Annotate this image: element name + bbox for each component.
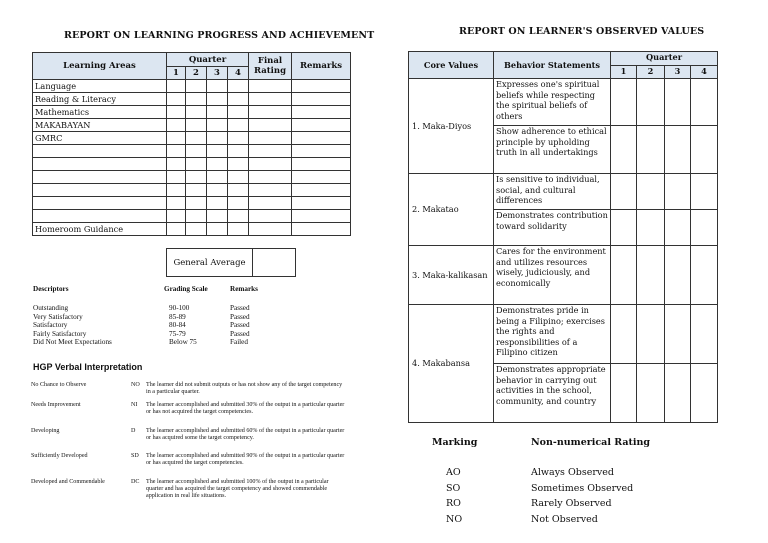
grade-cell <box>249 119 292 132</box>
grade-cell <box>292 145 351 158</box>
grade-cell <box>207 210 228 223</box>
grade-cell <box>249 158 292 171</box>
grade-cell <box>167 197 186 210</box>
values-quarter-2-header: 2 <box>637 66 665 79</box>
rating-cell <box>611 364 637 423</box>
rating-cell <box>637 246 665 305</box>
behavior-statement: Demonstrates pride in being a Filipino; exercises the rights and responsibilities of a Filipino citizen <box>494 305 611 364</box>
grade-cell <box>207 80 228 93</box>
grading-scale-value: 75-79 <box>169 329 186 338</box>
rating-cell <box>665 305 691 364</box>
grade-cell <box>186 223 207 236</box>
grade-cell <box>228 197 249 210</box>
rating-cell <box>691 246 718 305</box>
grading-scale-value: Below 75 <box>169 338 197 347</box>
value-row <box>409 246 718 305</box>
subject-label: GMRC <box>33 132 167 145</box>
subject-label: MAKABAYAN <box>33 119 167 132</box>
grade-cell <box>186 80 207 93</box>
rating-cell <box>611 305 637 364</box>
grade-cell <box>292 184 351 197</box>
grade-cell <box>207 132 228 145</box>
quarter-header: Quarter <box>167 53 249 67</box>
values-quarter-header: Quarter <box>611 52 718 66</box>
subject-label: Mathematics <box>33 106 167 119</box>
rating-cell <box>611 126 637 174</box>
grade-cell <box>249 145 292 158</box>
grade-cell <box>249 223 292 236</box>
values-quarter-3-header: 3 <box>665 66 691 79</box>
grade-cell <box>207 184 228 197</box>
grade-cell <box>228 119 249 132</box>
marking-rating: Sometimes Observed <box>531 482 634 494</box>
grade-cell <box>228 106 249 119</box>
rating-cell <box>691 210 718 246</box>
grade-cell <box>167 158 186 171</box>
grade-cell <box>207 106 228 119</box>
grading-remark-value: Passed <box>230 312 250 321</box>
hgp-label: Needs Improvement <box>31 402 81 408</box>
rating-cell <box>691 364 718 423</box>
subject-row <box>33 171 351 184</box>
quarter-4-header: 4 <box>228 67 249 80</box>
final-rating-header: Final Rating <box>249 53 292 80</box>
subject-label: Homeroom Guidance <box>33 223 167 236</box>
hgp-description: The learner did not submit outputs or has not show any of the target competency in a particular quarter. <box>146 382 343 395</box>
grade-cell <box>186 210 207 223</box>
grading-remark-value: Passed <box>230 321 250 330</box>
subject-label: Reading & Literacy <box>33 93 167 106</box>
behavior-statement: Demonstrates contribution toward solidarity <box>494 210 611 246</box>
subject-label <box>33 197 167 210</box>
behavior-statement: Cares for the environment and utilizes resources wisely, judiciously, and economically <box>494 246 611 305</box>
general-average-label: General Average <box>167 249 253 277</box>
grade-cell <box>249 93 292 106</box>
grade-cell <box>207 158 228 171</box>
hgp-description: The learner accomplished and submitted 60% of the output in a particular quarter or has acquired some the target competency. <box>146 428 345 441</box>
quarter-1-header: 1 <box>167 67 186 80</box>
hgp-code: NI <box>131 402 138 408</box>
grade-cell <box>292 210 351 223</box>
general-average-table <box>166 248 296 277</box>
subject-label <box>33 184 167 197</box>
progress-report-title: REPORT ON LEARNING PROGRESS AND ACHIEVEMENT <box>64 30 375 41</box>
descriptor-label: Fairly Satisfactory <box>33 329 87 338</box>
descriptor-label: Satisfactory <box>33 321 68 330</box>
rating-cell <box>611 79 637 126</box>
grade-cell <box>167 80 186 93</box>
subject-label: Language <box>33 80 167 93</box>
rating-header: Non-numerical Rating <box>531 437 651 448</box>
grade-cell <box>249 197 292 210</box>
hgp-label: Developed and Commendable <box>31 479 105 485</box>
grading-scale-value: 85-89 <box>169 312 186 321</box>
hgp-label: Sufficiently Developed <box>31 453 88 459</box>
rating-cell <box>691 305 718 364</box>
grade-cell <box>228 145 249 158</box>
grade-cell <box>292 197 351 210</box>
grade-cell <box>292 80 351 93</box>
descriptor-label: Outstanding <box>33 304 69 312</box>
grading-scale-value: 80-84 <box>169 321 186 330</box>
grade-cell <box>249 106 292 119</box>
grade-cell <box>207 93 228 106</box>
marking-code: AO <box>446 467 461 478</box>
rating-cell <box>637 174 665 210</box>
rating-cell <box>637 305 665 364</box>
hgp-code: NO <box>131 382 140 388</box>
grade-cell <box>186 171 207 184</box>
grade-cell <box>292 132 351 145</box>
rating-cell <box>637 210 665 246</box>
grade-cell <box>207 119 228 132</box>
grading-remarks-header: Remarks <box>230 285 258 293</box>
grading-remark-value: Failed <box>230 338 248 347</box>
grade-cell <box>186 145 207 158</box>
behavior-statement: Expresses one's spiritual beliefs while respecting the spiritual beliefs of others <box>494 79 611 126</box>
descriptor-label: Very Satisfactory <box>33 312 83 321</box>
grade-cell <box>228 223 249 236</box>
behavior-statement: Is sensitive to individual, social, and cultural differences <box>494 174 611 210</box>
marking-rating: Rarely Observed <box>531 498 612 509</box>
behavior-statement: Show adherence to ethical principle by upholding truth in all undertakings <box>494 126 611 174</box>
grading-remark-value: Passed <box>230 329 250 338</box>
grade-cell <box>228 171 249 184</box>
grade-cell <box>249 184 292 197</box>
grade-cell <box>167 145 186 158</box>
grade-cell <box>207 197 228 210</box>
grade-cell <box>228 184 249 197</box>
values-report-title: REPORT ON LEARNER'S OBSERVED VALUES <box>459 26 705 37</box>
core-value-label: 4. Makabansa <box>409 305 494 423</box>
grade-cell <box>167 132 186 145</box>
grade-cell <box>228 210 249 223</box>
grade-cell <box>167 184 186 197</box>
rating-cell <box>665 210 691 246</box>
remarks-header: Remarks <box>292 53 351 80</box>
descriptor-label: Did Not Meet Expectations <box>33 338 112 347</box>
hgp-code: SD <box>131 453 139 459</box>
hgp-title: HGP Verbal Interpretation <box>33 362 143 372</box>
hgp-label: No Chance to Observe <box>31 382 87 388</box>
grade-cell <box>292 158 351 171</box>
marking-code: NO <box>446 513 463 525</box>
rating-cell <box>665 79 691 126</box>
hgp-description: The learner accomplished and submitted 90% of the output in a particular quarter or has acquired the target competencies. <box>146 453 345 466</box>
subject-row <box>33 210 351 223</box>
grade-cell <box>207 171 228 184</box>
value-row <box>409 79 718 126</box>
core-value-label: 3. Maka-kalikasan <box>409 246 494 305</box>
grade-cell <box>207 145 228 158</box>
grade-cell <box>186 197 207 210</box>
grade-cell <box>292 171 351 184</box>
subject-row <box>33 132 351 145</box>
rating-cell <box>611 210 637 246</box>
behavior-statement: Demonstrates appropriate behavior in carrying out activities in the school, community, and country <box>494 364 611 423</box>
grading-scale-value: 90-100 <box>169 304 190 312</box>
subject-row <box>33 106 351 119</box>
values-quarter-4-header: 4 <box>691 66 718 79</box>
subject-row <box>33 158 351 171</box>
grade-cell <box>167 171 186 184</box>
grade-cell <box>207 223 228 236</box>
rating-cell <box>665 364 691 423</box>
value-row <box>409 174 718 210</box>
learning-areas-table <box>32 52 351 236</box>
hgp-description: The learner accomplished and submitted 30% of the output in a particular quarter or has not acquired the target competencies. <box>146 402 345 415</box>
quarter-2-header: 2 <box>186 67 207 80</box>
grade-cell <box>228 158 249 171</box>
hgp-description: The learner accomplished and submitted 100% of the output in a particular quarter and has acquired the target competency and showed commendable application in real life situations. <box>146 479 329 499</box>
grade-cell <box>186 93 207 106</box>
rating-cell <box>691 79 718 126</box>
subject-label <box>33 171 167 184</box>
subject-label <box>33 210 167 223</box>
grade-cell <box>228 93 249 106</box>
rating-cell <box>611 246 637 305</box>
subject-row <box>33 145 351 158</box>
rating-cell <box>611 174 637 210</box>
marking-code: SO <box>446 482 461 494</box>
subject-row <box>33 184 351 197</box>
grade-cell <box>167 106 186 119</box>
subject-row <box>33 93 351 106</box>
behavior-statements-header: Behavior Statements <box>494 52 611 79</box>
grade-cell <box>167 223 186 236</box>
grade-cell <box>292 93 351 106</box>
rating-cell <box>691 126 718 174</box>
value-row <box>409 305 718 364</box>
grade-cell <box>186 158 207 171</box>
marking-rating: Always Observed <box>531 467 614 478</box>
grade-cell <box>249 210 292 223</box>
subject-label <box>33 158 167 171</box>
subject-row <box>33 197 351 210</box>
values-quarter-1-header: 1 <box>611 66 637 79</box>
grade-cell <box>167 210 186 223</box>
rating-cell <box>637 364 665 423</box>
grade-cell <box>186 132 207 145</box>
hgp-label: Developing <box>31 428 60 434</box>
rating-cell <box>665 246 691 305</box>
rating-cell <box>691 174 718 210</box>
subject-row <box>33 223 351 236</box>
grade-cell <box>249 80 292 93</box>
grade-cell <box>167 93 186 106</box>
marking-code: RO <box>446 498 461 509</box>
grade-cell <box>249 171 292 184</box>
grade-cell <box>167 119 186 132</box>
grade-cell <box>228 80 249 93</box>
quarter-3-header: 3 <box>207 67 228 80</box>
grade-cell <box>292 223 351 236</box>
grade-cell <box>186 184 207 197</box>
grade-cell <box>186 106 207 119</box>
core-values-header: Core Values <box>409 52 494 79</box>
rating-cell <box>637 79 665 126</box>
hgp-code: DC <box>131 479 140 485</box>
subject-row <box>33 80 351 93</box>
rating-cell <box>665 126 691 174</box>
hgp-code: D <box>131 428 136 434</box>
grading-remark-value: Passed <box>230 304 250 312</box>
subject-label <box>33 145 167 158</box>
general-average-value <box>253 249 296 277</box>
grade-cell <box>249 132 292 145</box>
rating-cell <box>637 126 665 174</box>
descriptors-header: Descriptors <box>33 285 69 293</box>
core-value-label: 2. Makatao <box>409 174 494 246</box>
subject-row <box>33 119 351 132</box>
grade-cell <box>228 132 249 145</box>
marking-rating: Not Observed <box>531 513 598 525</box>
marking-header: Marking <box>432 437 478 448</box>
grade-cell <box>186 119 207 132</box>
observed-values-table <box>408 51 718 423</box>
learning-areas-header: Learning Areas <box>33 53 167 80</box>
grade-cell <box>292 119 351 132</box>
grade-cell <box>292 106 351 119</box>
core-value-label: 1. Maka-Diyos <box>409 79 494 174</box>
rating-cell <box>665 174 691 210</box>
grading-scale-header: Grading Scale <box>164 285 208 293</box>
